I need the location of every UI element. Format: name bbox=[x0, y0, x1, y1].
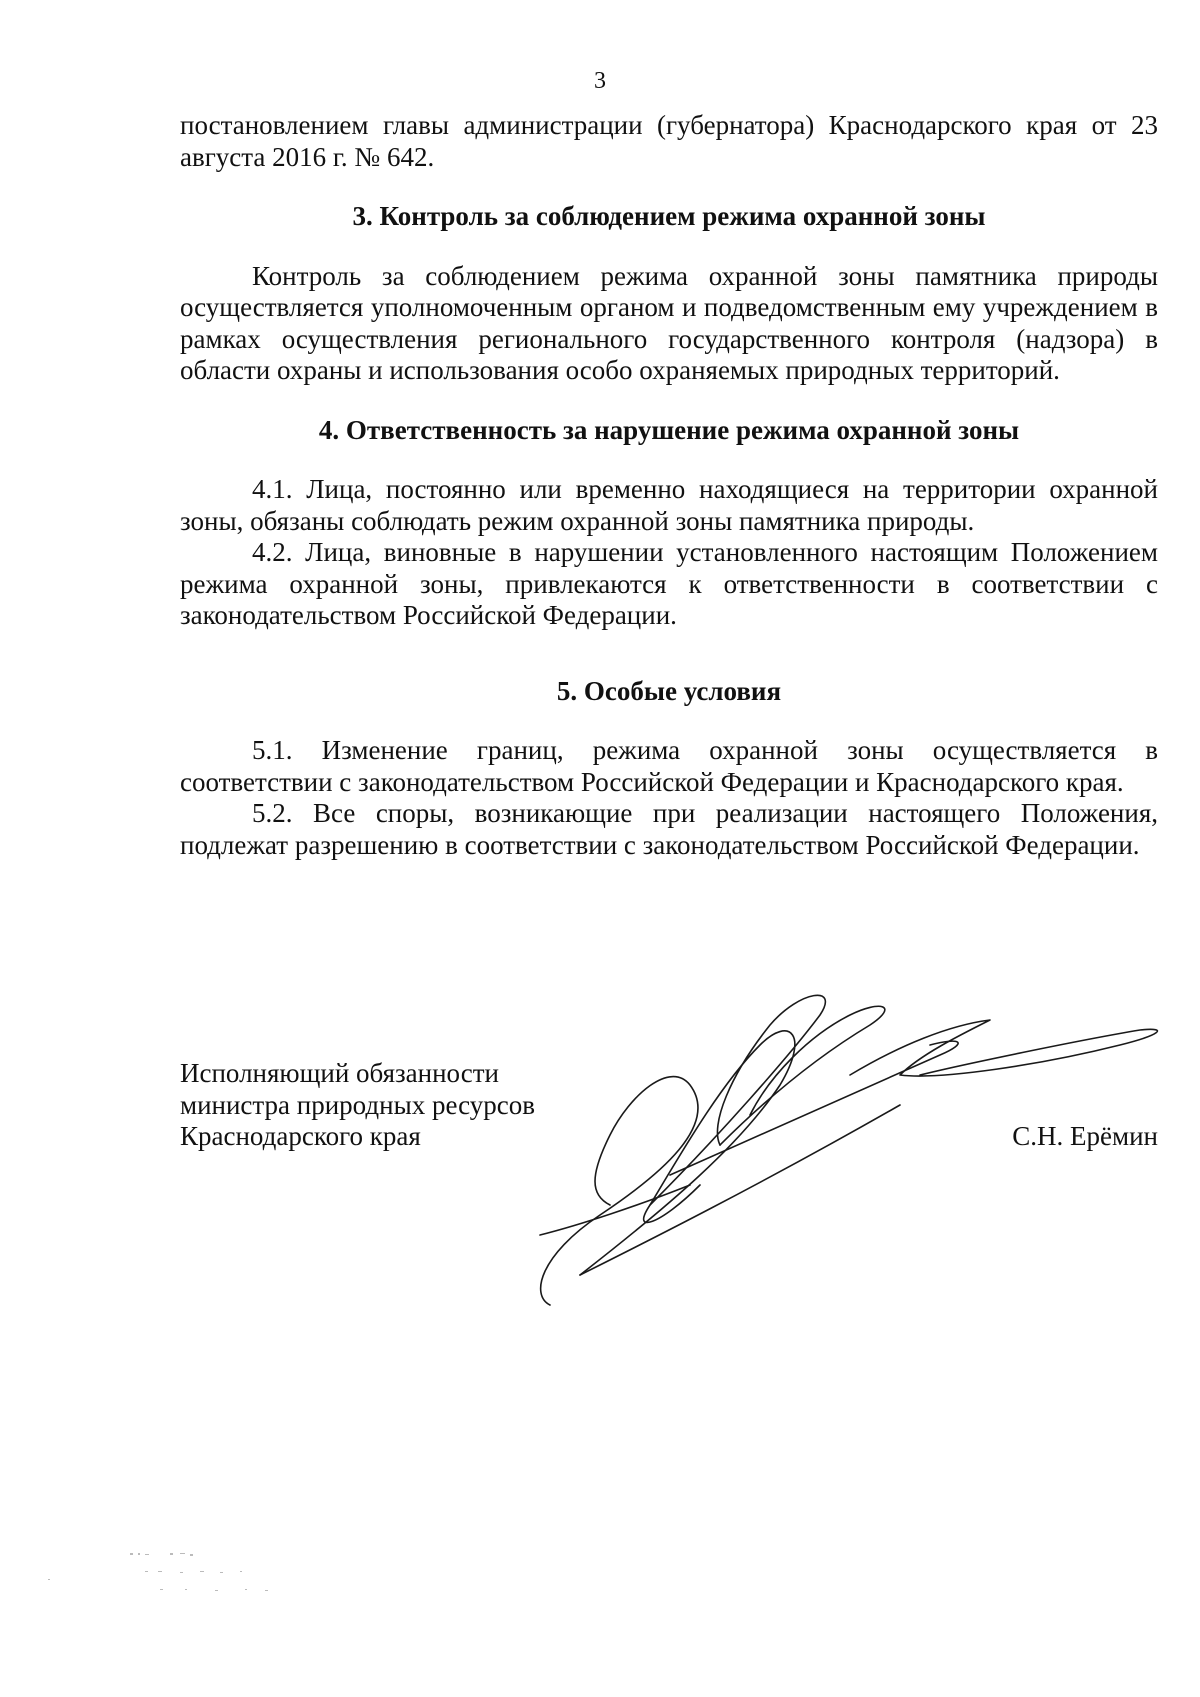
section-3-heading: 3. Контроль за соблюдением режима охранной зоны bbox=[352, 201, 986, 231]
signatory-position bbox=[180, 1058, 535, 1153]
signatory-position-line-3: Краснодарского края bbox=[180, 1121, 421, 1151]
section-4-paragraph-2: 4.2. Лица, виновные в нарушении установленного настоящим Положением режима охранной зоны, привлекаются к ответственности в соответствии с законодательством Российской Федерации. bbox=[180, 537, 1158, 630]
section-4-paragraph-1: 4.1. Лица, постоянно или временно находящиеся на территории охранной зоны, обязаны соблюдать режим охранной зоны памятника природы. bbox=[180, 474, 1158, 536]
document-body bbox=[180, 110, 1158, 861]
section-5-heading: 5. Особые условия bbox=[556, 675, 782, 706]
signatory-position-line-1: Исполняющий обязанности bbox=[180, 1058, 499, 1088]
signatory-name: С.Н. Ерёмин bbox=[1012, 1121, 1158, 1151]
signatory-position-line-2: министра природных ресурсов bbox=[180, 1089, 535, 1120]
section-5-paragraph-2: 5.2. Все споры, возникающие при реализации настоящего Положения, подлежат разрешению в соответствии с законодательством Российской Федерации. bbox=[180, 798, 1158, 860]
section-5-paragraph-1: 5.1. Изменение границ, режима охранной зоны осуществляется в соответствии с законодательством Российской Федерации и Краснодарского края. bbox=[180, 735, 1158, 797]
section-3-paragraph-1: Контроль за соблюдением режима охранной зоны памятника природы осуществляется уполномоченным органом и подведомственным ему учреждением в рамках осуществления регионального государственного контроля (надзора) в области охраны и использования особо охраняемых природных территорий. bbox=[180, 260, 1158, 385]
scan-artifact bbox=[40, 1545, 300, 1605]
section-4-heading: 4. Ответственность за нарушение режима охранной зоны bbox=[318, 414, 1020, 445]
intro-paragraph: постановлением главы администрации (губернатора) Краснодарского края от 23 августа 2016 г. № 642. bbox=[180, 110, 1158, 172]
page-number: 3 bbox=[594, 68, 606, 94]
